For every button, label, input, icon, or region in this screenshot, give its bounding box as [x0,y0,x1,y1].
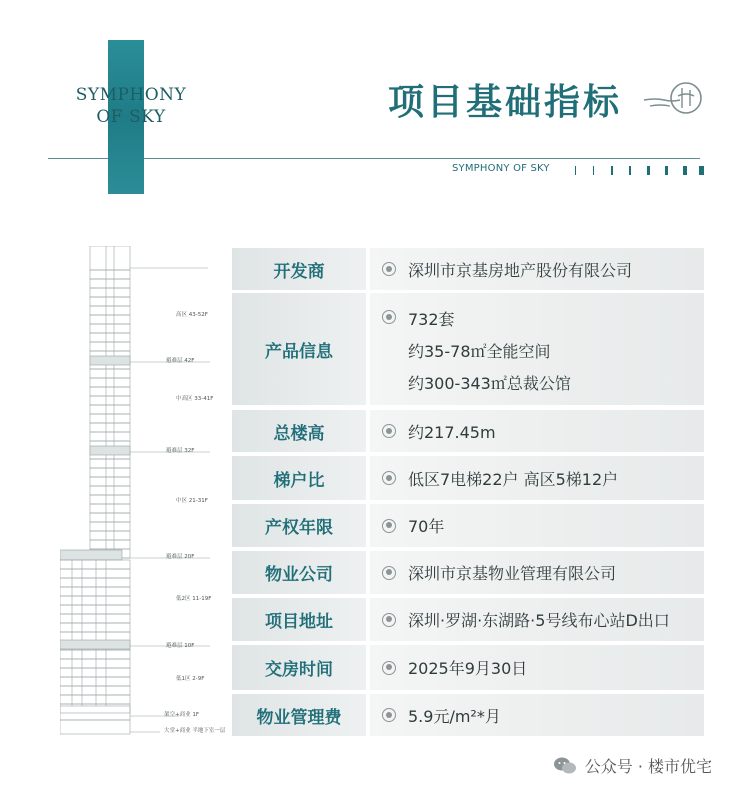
row-value [370,248,704,290]
bullet-circle-icon [382,708,396,722]
floor-slab [90,468,130,477]
row-value-line: 732套 [408,310,455,329]
tower-crown [90,246,130,270]
row-value-line: 深圳市京基房地产股份有限公司 [408,260,633,280]
floor-slab [90,297,130,306]
header-rule-right [144,158,700,159]
row-value-line: 约300-343㎡总裁公馆 [408,374,571,393]
bullet-circle-icon [382,424,396,438]
bullet-circle-icon [382,471,396,485]
floor-slab [60,560,130,569]
row-label: 总楼高 [232,410,366,452]
zone-label: 高区 43-52F [176,312,208,318]
floor-slab [90,342,130,351]
row-value [370,410,704,452]
table-row [232,456,704,500]
row-label: 开发商 [232,248,366,290]
floor-slab [90,396,130,405]
header-rule-left [48,158,108,159]
zone-label: 中高区 33-41F [176,396,214,402]
floor-slab [90,270,130,279]
bullet-circle-icon [382,310,396,324]
table-row [232,645,704,690]
floor-slab [90,531,130,540]
floor-slab [60,668,130,677]
zone-label: 低1区 2-9F [176,676,205,682]
table-row [232,551,704,594]
building-section-diagram [60,246,232,736]
floor-slab [90,540,130,549]
floor-slab [90,486,130,495]
footer-text: 公众号 · 楼市优宅 [584,757,712,776]
floor-slab [90,279,130,288]
zone-label: 中区 21-31F [176,498,208,504]
page-subtitle: SYMPHONY OF SKY [452,163,550,174]
row-value-line: 2025年9月30日 [408,659,528,678]
floor-slab [90,459,130,468]
floor-slab [90,369,130,378]
row-value-line: 深圳·罗湖·东湖路·5号线布心站D出口 [408,611,670,630]
floor-slab [90,306,130,315]
table-row [232,293,704,405]
row-value [370,456,704,500]
row-value-line: 低区7电梯22户 高区5梯12户 [408,469,619,489]
floor-slab [60,587,130,596]
row-label: 交房时间 [232,645,366,690]
podium-basement [60,720,130,734]
page-title: 项目基础指标 [388,82,623,123]
table-row [232,504,704,547]
refuge-floor [90,446,130,455]
row-value [370,293,704,405]
floor-slab [60,569,130,578]
zone-label: 低2区 11-19F [176,596,212,602]
floor-slab [60,695,130,704]
floor-slab [60,686,130,695]
floor-slab [60,659,130,668]
bullet-circle-icon [382,661,396,675]
row-value [370,645,704,690]
bullet-circle-icon [382,613,396,627]
floor-slab [60,623,130,632]
zone-label: 避难层 10F [166,643,195,649]
table-row [232,410,704,452]
row-value-line: 深圳市京基物业管理有限公司 [408,564,617,583]
row-value [370,694,704,736]
zone-label: 大堂+商业 半地下室一层 [164,728,226,734]
floor-slab [60,578,130,587]
zone-label: 架空+商业 1F [164,712,200,718]
row-label: 物业公司 [232,551,366,594]
brand-line-2: OF SKY [96,107,166,127]
cloud-logo-icon [642,78,704,118]
floor-slab [90,414,130,423]
refuge-floor [60,550,122,560]
bullet-circle-icon [382,262,396,276]
floor-slab [60,605,130,614]
bullet-circle-icon [382,519,396,533]
floor-slab [90,288,130,297]
floor-slab [90,378,130,387]
row-label: 产权年限 [232,504,366,547]
table-row [232,598,704,641]
row-label: 物业管理费 [232,694,366,736]
floor-slab [60,596,130,605]
row-value-line: 5.9元/m²*月 [408,706,501,726]
floor-slab [90,423,130,432]
floor-slab [90,477,130,486]
row-value-line: 约35-78㎡全能空间 [408,342,551,361]
brand-line-1: SYMPHONY [75,85,187,105]
wechat-icon [553,756,577,776]
floor-slab [90,513,130,522]
floor-slab [90,333,130,342]
footer-watermark [553,754,712,777]
row-value [370,551,704,594]
floor-slab [90,522,130,531]
refuge-floor [90,356,130,365]
row-value [370,504,704,547]
row-value [370,598,704,641]
zone-label: 避难层 32F [166,448,195,454]
row-label: 梯户比 [232,456,366,500]
table-row [232,248,704,290]
floor-slab [90,504,130,513]
floor-slab [60,632,130,641]
floor-slab [90,315,130,324]
floor-slab [60,677,130,686]
row-label: 产品信息 [232,293,366,405]
table-row [232,694,704,736]
floor-slab [60,614,130,623]
floor-slab [90,324,130,333]
zone-label: 避难层 20F [166,554,195,560]
floor-slab [90,432,130,441]
floor-slab [90,405,130,414]
floor-slab [90,495,130,504]
floor-slab [90,387,130,396]
bullet-circle-icon [382,566,396,580]
zone-label: 避难层 42F [166,358,195,364]
floor-slab [60,650,130,659]
row-value-line: 约217.45m [408,422,496,442]
refuge-floor [60,640,130,649]
brand-wordmark [66,84,196,128]
row-label: 项目地址 [232,598,366,641]
floor-slab [60,704,130,713]
row-value-line: 70年 [408,517,445,536]
